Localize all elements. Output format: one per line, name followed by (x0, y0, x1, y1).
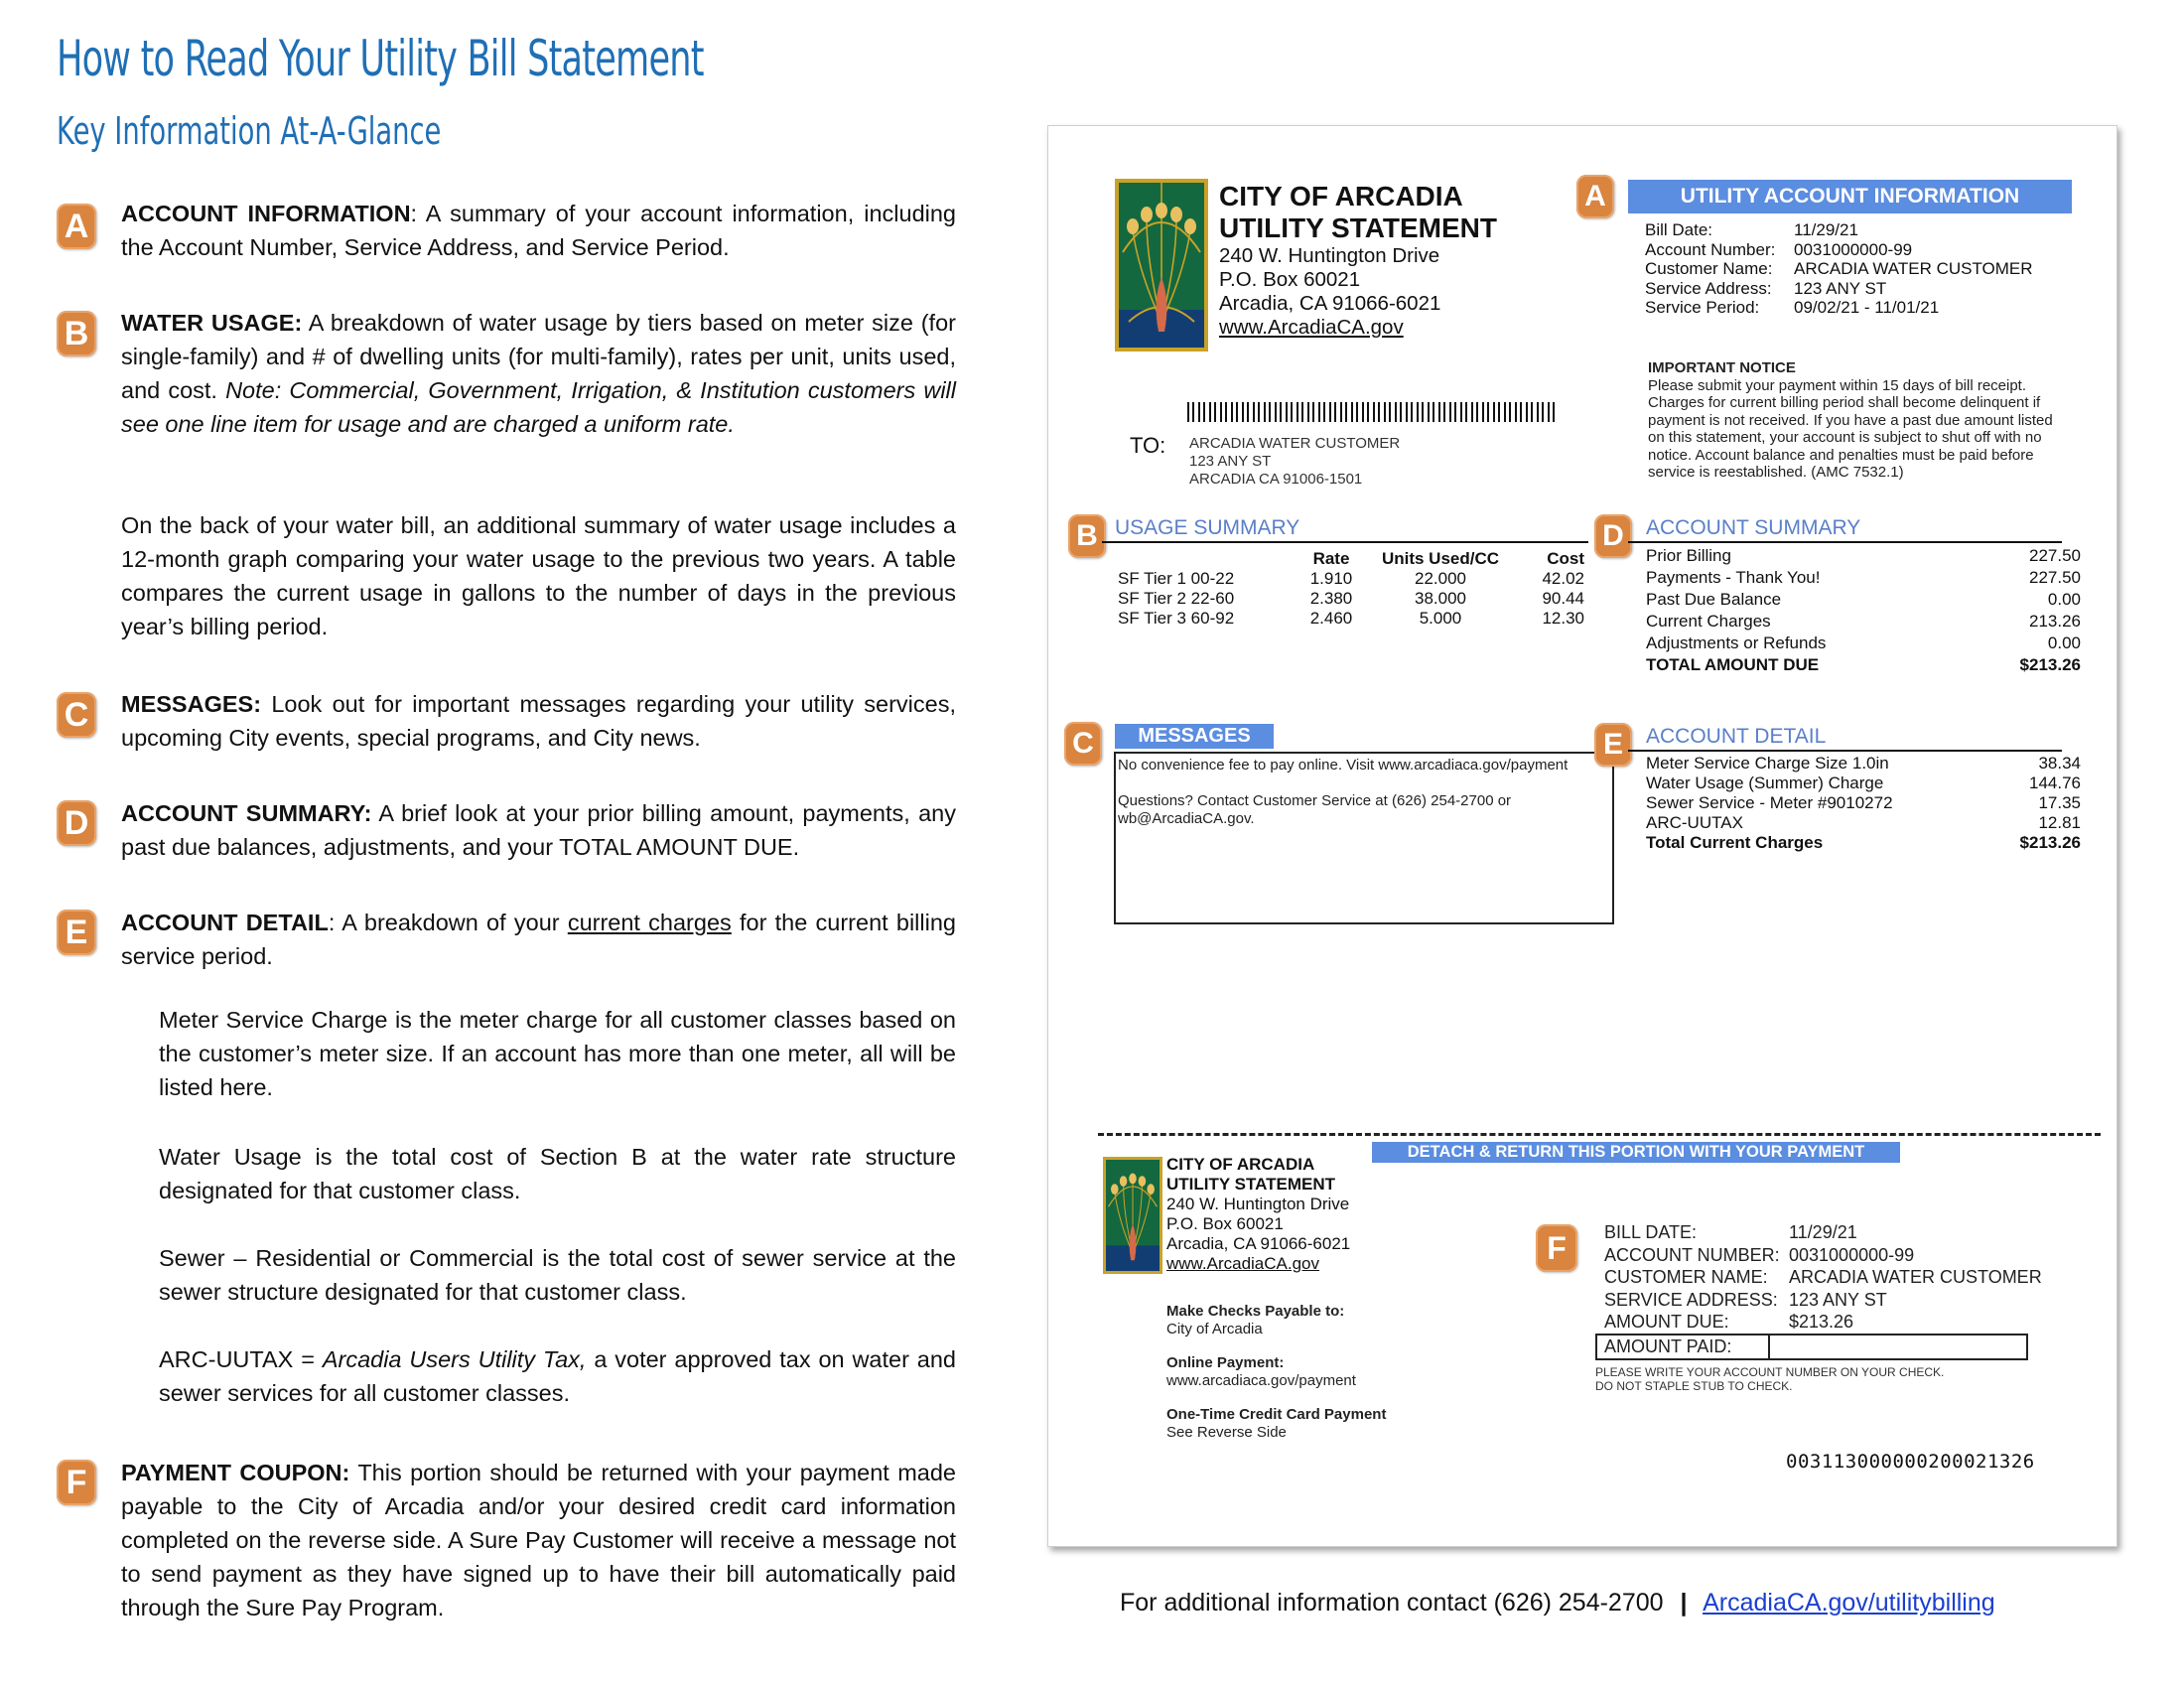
coupon-row (1604, 1289, 2051, 1312)
instruction-line: PLEASE WRITE YOUR ACCOUNT NUMBER ON YOUR CHECK. (1595, 1365, 1945, 1379)
row-label: Bill Date: (1645, 220, 1713, 239)
usage-summary-title: USAGE SUMMARY (1115, 516, 1300, 539)
payment-options (1166, 1303, 1386, 1442)
card-label: One-Time Credit Card Payment (1166, 1406, 1387, 1423)
summary-row (1646, 567, 2081, 589)
card-value: See Reverse Side (1166, 1424, 1287, 1441)
bill-address-line1: 240 W. Huntington Drive (1219, 244, 1440, 267)
bill-address-line3: Arcadia, CA 91066-6021 (1219, 292, 1441, 315)
mailing-address (1189, 435, 1400, 489)
row-value: 227.50 (2029, 546, 2081, 565)
badge-d: D (57, 800, 96, 846)
ocr-scanline: 003113000000200021326 (1786, 1451, 2035, 1473)
account-info-row (1645, 220, 2062, 240)
col-cost: Cost (1547, 549, 1584, 568)
account-detail-table (1646, 754, 2081, 853)
col-rate: Rate (1312, 549, 1350, 568)
account-info-table (1645, 220, 2062, 318)
total-label: Total Current Charges (1646, 833, 1824, 852)
account-summary-rule (1628, 541, 2062, 543)
mailing-name: ARCADIA WATER CUSTOMER (1189, 435, 1401, 452)
bill-badge-f: F (1536, 1224, 1577, 1272)
cost: 90.44 (1542, 589, 1584, 608)
amount-paid-box (1595, 1334, 2028, 1360)
account-summary-title: ACCOUNT SUMMARY (1646, 516, 1861, 539)
usage-summary-rule (1102, 541, 1588, 543)
guide-account-summary (121, 796, 956, 864)
guide-e-text-pre: : A breakdown of your (328, 910, 568, 935)
rate: 2.380 (1309, 589, 1353, 608)
row-label: Service Address: (1645, 278, 1772, 298)
row-label: SERVICE ADDRESS: (1604, 1289, 1778, 1310)
bill-badge-a: A (1576, 175, 1614, 218)
row-label: Current Charges (1646, 612, 1771, 631)
badge-b: B (57, 311, 96, 356)
row-value: 123 ANY ST (1789, 1289, 1887, 1310)
coupon-address-line3: Arcadia, CA 91066-6021 (1166, 1234, 1351, 1253)
detail-total-row (1646, 833, 2081, 853)
badge-a: A (57, 204, 96, 249)
footer-contact: For additional information contact (626) 254-2700 (1120, 1589, 1664, 1617)
guide-d-text: A brief look at your prior billing amount, payments, any past due balances, adjustments, and your TOTAL AMOUNT DUE. (121, 800, 957, 860)
messages-box (1114, 752, 1614, 924)
badge-f: F (57, 1460, 96, 1505)
footer-utility-billing-link[interactable]: ArcadiaCA.gov/utilitybilling (1703, 1589, 1995, 1617)
row-value: 0031000000-99 (1789, 1244, 1915, 1265)
message-line: Questions? Contact Customer Service at (626) 254-2700 or (1118, 792, 1512, 809)
instruction-line: DO NOT STAPLE STUB TO CHECK. (1595, 1379, 1793, 1393)
bill-website-link[interactable]: www.ArcadiaCA.gov (1219, 316, 1404, 339)
detach-banner: DETACH & RETURN THIS PORTION WITH YOUR PAYMENT (1372, 1142, 1900, 1163)
guide-f-heading: PAYMENT COUPON: (121, 1460, 350, 1485)
account-info-header: UTILITY ACCOUNT INFORMATION (1628, 180, 2072, 213)
row-label: Service Period: (1645, 298, 1760, 317)
total-value: $213.26 (2019, 833, 2081, 852)
city-logo-peacock-icon (1115, 179, 1208, 352)
notice-line: Charges for current billing period shall become delinquent if (1648, 394, 2041, 411)
account-info-row (1645, 259, 2062, 279)
coupon-details (1604, 1221, 2051, 1334)
guide-payment-coupon (121, 1456, 956, 1624)
coupon-city: CITY OF ARCADIA (1166, 1155, 1315, 1174)
guide-c-heading: MESSAGES: (121, 691, 262, 717)
tier: SF Tier 2 22-60 (1118, 589, 1235, 608)
important-notice (1648, 359, 2053, 482)
row-label: Water Usage (Summer) Charge (1646, 774, 1884, 792)
rate: 2.460 (1309, 609, 1353, 628)
guide-e-current-charges: current charges (567, 910, 732, 935)
row-value: 11/29/21 (1794, 220, 1858, 239)
bill-address-line2: P.O. Box 60021 (1219, 268, 1361, 291)
row-value: 17.35 (2038, 793, 2081, 812)
row-label: Account Number: (1645, 239, 1776, 259)
total-value: $213.26 (2019, 655, 2081, 674)
guide-f-text: This portion should be returned with your payment made payable to the City of Arcadia and/or your desired credit card information completed on the reverse side. A Sure Pay Customer will receive a message not to send payment as they have signed up to have their bill automatically paid through the Sure Pay Program. (121, 1460, 956, 1620)
row-value: 09/02/21 - 11/01/21 (1794, 298, 1940, 317)
usage-summary-table (1118, 549, 1584, 629)
row-value: 38.34 (2038, 754, 2081, 773)
account-detail-rule (1628, 750, 2062, 752)
row-value: 0.00 (2047, 590, 2081, 609)
footer (1120, 1589, 1995, 1618)
summary-total-row (1646, 654, 2081, 676)
detail-row (1646, 774, 2081, 793)
cost: 42.02 (1542, 569, 1584, 588)
bill-city-name: CITY OF ARCADIA (1219, 181, 1463, 211)
row-label: Past Due Balance (1646, 590, 1782, 609)
row-value: $213.26 (1789, 1312, 1854, 1332)
row-label: Payments - Thank You! (1646, 568, 1821, 587)
coupon-logo-peacock-icon (1103, 1157, 1162, 1274)
usage-row (1118, 589, 1584, 609)
amount-paid-field[interactable] (1770, 1336, 2026, 1358)
guide-account-detail (121, 906, 956, 973)
guide-d-heading: ACCOUNT SUMMARY: (121, 800, 372, 826)
units: 22.000 (1415, 569, 1466, 588)
row-label: Adjustments or Refunds (1646, 633, 1827, 652)
messages-header: MESSAGES (1115, 724, 1274, 749)
bill-address (1219, 244, 1440, 340)
row-label: Meter Service Charge Size 1.0in (1646, 754, 1889, 773)
summary-row (1646, 611, 2081, 633)
page-subtitle: Key Information At-A-Glance (57, 109, 442, 153)
badge-e: E (57, 910, 96, 955)
detail-row (1646, 754, 2081, 774)
account-summary-table (1646, 545, 2081, 676)
col-units: Units Used/CC (1381, 549, 1500, 568)
row-value: 213.26 (2029, 612, 2081, 631)
detach-line (1098, 1133, 2101, 1136)
bill-badge-e: E (1594, 723, 1632, 767)
guide-messages (121, 687, 956, 755)
badge-c: C (57, 692, 96, 738)
notice-title: IMPORTANT NOTICE (1648, 359, 1796, 376)
coupon-row (1604, 1221, 2051, 1244)
row-value: ARCADIA WATER CUSTOMER (1789, 1267, 2042, 1287)
notice-line: payment is not received. If you have a past due amount listed (1648, 411, 2053, 429)
tier: SF Tier 3 60-92 (1118, 609, 1235, 628)
guide-tax-italic: Arcadia Users Utility Tax, (322, 1346, 587, 1372)
row-value: ARCADIA WATER CUSTOMER (1794, 259, 2033, 278)
footer-separator: | (1680, 1589, 1688, 1617)
notice-line: service is reestablished. (AMC 7532.1) (1648, 464, 1904, 481)
row-label: ARC-UUTAX (1646, 813, 1743, 832)
row-label: ACCOUNT NUMBER: (1604, 1244, 1780, 1265)
bill-statement-title: UTILITY STATEMENT (1219, 212, 1497, 243)
units: 5.000 (1419, 609, 1462, 628)
usage-row (1118, 569, 1584, 589)
row-value: 12.81 (2038, 813, 2081, 832)
usage-row (1118, 609, 1584, 629)
guide-utility-tax (159, 1342, 956, 1410)
summary-row (1646, 633, 2081, 654)
guide-b-heading: WATER USAGE: (121, 310, 303, 336)
row-value: 123 ANY ST (1794, 278, 1887, 298)
mailing-street: 123 ANY ST (1189, 453, 1272, 470)
notice-line: Please submit your payment within 15 days of bill receipt. (1648, 376, 2027, 394)
guide-sewer-charge: Sewer – Residential or Commercial is the total cost of sewer service at the sewer structure designated for that customer class. (159, 1245, 956, 1305)
tier: SF Tier 1 00-22 (1118, 569, 1235, 588)
guide-water-charge: Water Usage is the total cost of Section B at the water rate structure designated for that customer class. (159, 1144, 956, 1203)
row-value: 144.76 (2029, 774, 2081, 792)
guide-e-heading: ACCOUNT DETAIL (121, 910, 329, 935)
guide-meter-service: Meter Service Charge is the meter charge for all customer classes based on the customer’s meter size. If an account has more than one meter, all will be listed here. (159, 1007, 956, 1100)
mailing-to-label: TO: (1130, 433, 1166, 458)
account-info-row (1645, 240, 2062, 260)
col-tier (1118, 549, 1297, 569)
summary-row (1646, 589, 2081, 611)
bill-header (1219, 181, 1497, 244)
row-value: 0031000000-99 (1794, 239, 1913, 259)
guide-a-text: : A summary of your account information, including the Account Number, Service Address, and Service Period. (121, 201, 956, 260)
guide-b-note: Note: Commercial, Government, Irrigation, & Institution customers will see one line item for usage and are charged a uniform rate. (121, 377, 957, 437)
coupon-statement: UTILITY STATEMENT (1166, 1175, 1335, 1194)
bill-badge-b: B (1068, 514, 1106, 558)
row-label: Sewer Service - Meter #9010272 (1646, 793, 1893, 812)
guide-e-text-post: for the current billing service period. (121, 910, 956, 969)
cost: 12.30 (1542, 609, 1584, 628)
units: 38.000 (1415, 589, 1466, 608)
coupon-address (1166, 1155, 1350, 1274)
guide-c-text: Look out for important messages regarding your utility services, upcoming City events, special programs, and City news. (121, 691, 956, 751)
postal-barcode (1187, 402, 1555, 422)
checks-label: Make Checks Payable to: (1166, 1303, 1345, 1320)
guide-water-usage (121, 306, 956, 441)
coupon-row (1604, 1244, 2051, 1267)
message-line: No convenience fee to pay online. Visit www.arcadiaca.gov/payment (1118, 757, 1569, 774)
notice-line: on this statement, your account is subject to shut off with no (1648, 429, 2042, 446)
row-label: Prior Billing (1646, 546, 1731, 565)
guide-tax-pre: ARC-UUTAX = (159, 1346, 323, 1372)
guide-tax-post: a voter approved tax on water and sewer services for all customer classes. (159, 1346, 957, 1406)
notice-line: notice. Account balance and penalties must be paid before (1648, 446, 2034, 464)
row-label: CUSTOMER NAME: (1604, 1267, 1768, 1287)
guide-water-usage-back: On the back of your water bill, an additional summary of water usage includes a 12-month graph comparing your water usage to the previous two years. A table compares the current usage in gallons to the number of days in the previous year’s billing period. (121, 512, 956, 639)
amount-paid-label: AMOUNT PAID: (1597, 1336, 1770, 1358)
row-value: 11/29/21 (1789, 1222, 1857, 1242)
account-info-row (1645, 298, 2062, 318)
detail-row (1646, 793, 2081, 813)
rate: 1.910 (1309, 569, 1353, 588)
online-label: Online Payment: (1166, 1354, 1285, 1371)
checks-value: City of Arcadia (1166, 1321, 1263, 1337)
message-line: wb@ArcadiaCA.gov. (1118, 810, 1255, 827)
guide-account-information (121, 197, 956, 264)
coupon-instructions (1595, 1365, 1944, 1393)
row-label: BILL DATE: (1604, 1222, 1698, 1242)
row-value: 0.00 (2047, 633, 2081, 652)
guide-a-heading: ACCOUNT INFORMATION (121, 201, 411, 226)
row-label: AMOUNT DUE: (1604, 1312, 1729, 1332)
coupon-row (1604, 1266, 2051, 1289)
summary-row (1646, 545, 2081, 567)
coupon-row (1604, 1311, 2051, 1334)
bill-badge-d: D (1594, 514, 1632, 558)
coupon-address-line2: P.O. Box 60021 (1166, 1214, 1284, 1233)
account-detail-title: ACCOUNT DETAIL (1646, 725, 1827, 748)
row-value: 227.50 (2029, 568, 2081, 587)
coupon-address-line1: 240 W. Huntington Drive (1166, 1195, 1350, 1213)
mailing-city: ARCADIA CA 91006-1501 (1189, 471, 1363, 488)
usage-header-row (1118, 549, 1584, 569)
row-label: Customer Name: (1645, 259, 1773, 278)
total-label: TOTAL AMOUNT DUE (1646, 655, 1820, 674)
bill-badge-c: C (1064, 722, 1102, 766)
detail-row (1646, 813, 2081, 833)
coupon-website-link[interactable]: www.ArcadiaCA.gov (1166, 1254, 1320, 1273)
online-payment-link[interactable]: www.arcadiaca.gov/payment (1166, 1372, 1356, 1389)
guide-b-text: A breakdown of water usage by tiers based on meter size (for single-family) and # of dwelling units (for multi-family), rates per unit, units used, and cost. (121, 310, 956, 403)
account-info-row (1645, 279, 2062, 299)
page-title: How to Read Your Utility Bill Statement (57, 30, 704, 87)
